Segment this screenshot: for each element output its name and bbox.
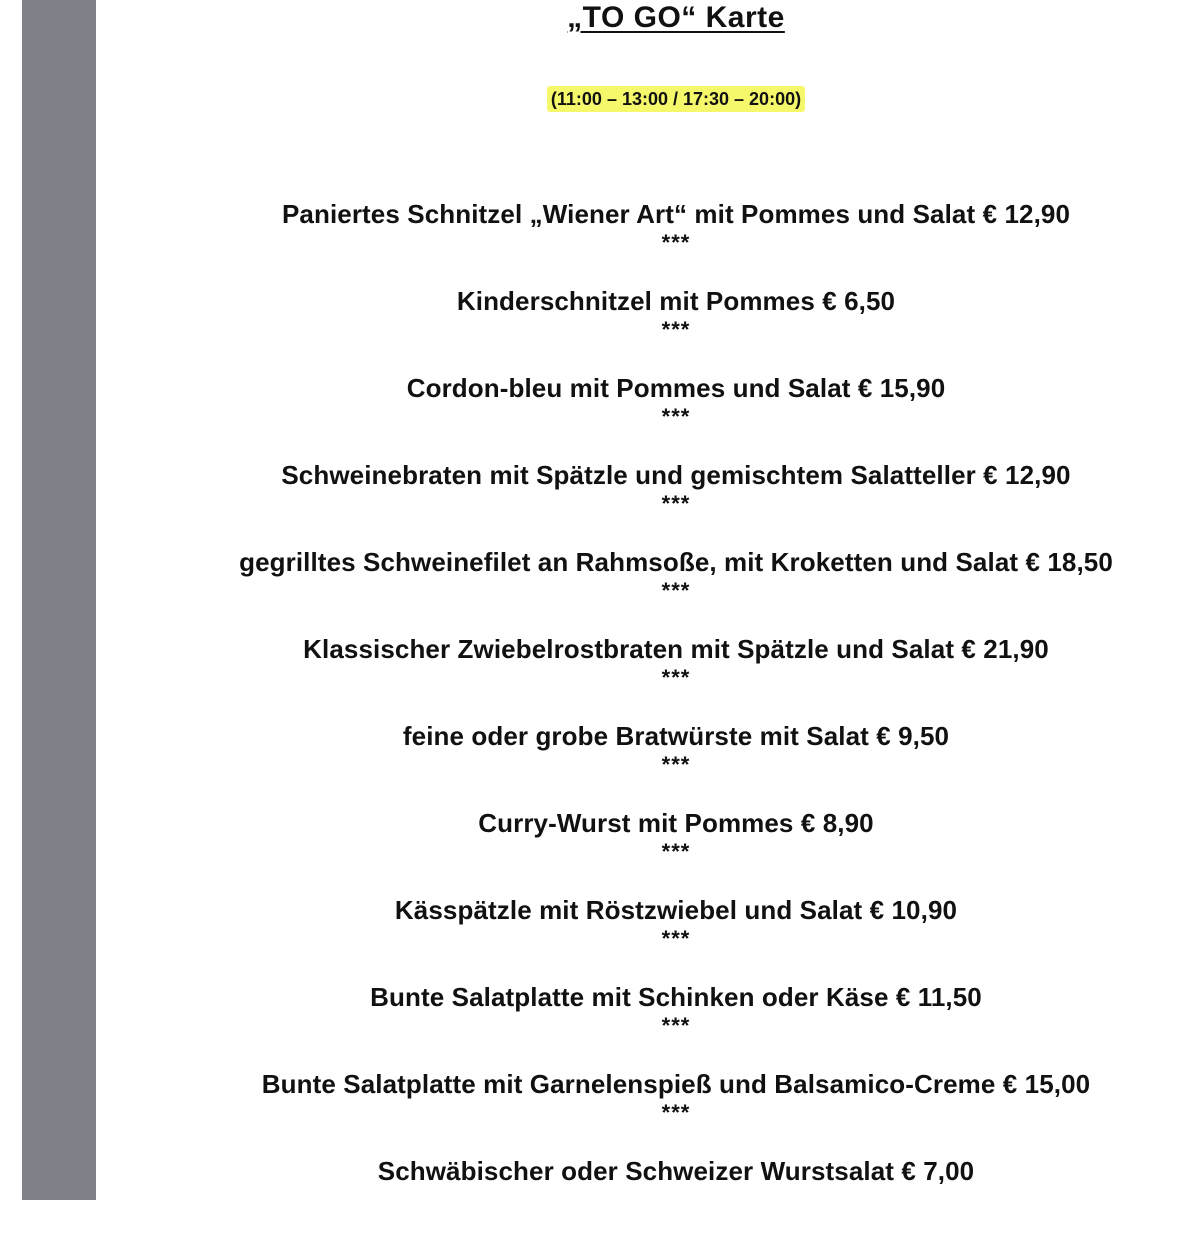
menu-item-text: Klassischer Zwiebelrostbraten mit Spätzle und Salat € 21,90: [303, 634, 1049, 664]
menu-item-text: Schwäbischer oder Schweizer Wurstsalat € 7,00: [377, 1156, 975, 1186]
menu-sheet: [96, 0, 1200, 1200]
menu-item-text: feine oder grobe Bratwürste mit Salat € 9,50: [402, 721, 950, 751]
scan-edge-bar: [22, 0, 96, 1200]
separator: ***: [661, 752, 691, 777]
separator: ***: [661, 665, 691, 690]
menu-item-text: Kässpätzle mit Röstzwiebel und Salat € 10,90: [394, 895, 958, 925]
separator: ***: [661, 578, 691, 603]
menu-item: [96, 284, 1200, 371]
menu-item-text: Cordon-bleu mit Pommes und Salat € 15,90: [406, 373, 946, 403]
separator: ***: [661, 1100, 691, 1125]
page-title: „TO GO“ Karte: [567, 1, 785, 34]
separator: ***: [661, 230, 691, 255]
menu-item-text: Bunte Salatplatte mit Schinken oder Käse € 11,50: [370, 982, 982, 1012]
menu-item-text: Paniertes Schnitzel „Wiener Art“ mit Pommes und Salat € 12,90: [281, 199, 1071, 229]
menu-item-text: gegrilltes Schweinefilet an Rahmsoße, mit Kroketten und Salat € 18,50: [239, 547, 1113, 577]
menu-item: [96, 632, 1200, 719]
menu-item: [96, 893, 1200, 980]
menu-item: [96, 719, 1200, 806]
menu-item: [96, 806, 1200, 893]
opening-hours: [96, 86, 1200, 112]
menu-item: [96, 1067, 1200, 1154]
separator: ***: [661, 491, 691, 516]
menu-item-text: Bunte Salatplatte mit Garnelenspieß und Balsamico-Creme € 15,00: [261, 1069, 1091, 1099]
menu-item: [96, 371, 1200, 458]
menu-item-text: Curry-Wurst mit Pommes € 8,90: [478, 808, 874, 838]
menu-item: [96, 458, 1200, 545]
menu-item: [96, 980, 1200, 1067]
menu-item: [96, 197, 1200, 284]
menu-item-text: Schweinebraten mit Spätzle und gemischtem Salatteller € 12,90: [281, 460, 1071, 490]
separator: ***: [661, 839, 691, 864]
separator: ***: [661, 404, 691, 429]
separator: ***: [661, 926, 691, 951]
menu-item-text: Kinderschnitzel mit Pommes € 6,50: [456, 286, 896, 316]
menu-item: [96, 545, 1200, 632]
separator: ***: [661, 317, 691, 342]
separator: ***: [661, 1013, 691, 1038]
opening-hours-text: (11:00 – 13:00 / 17:30 – 20:00): [547, 86, 805, 112]
menu-list: [96, 197, 1200, 1241]
menu-item: [96, 1154, 1200, 1241]
